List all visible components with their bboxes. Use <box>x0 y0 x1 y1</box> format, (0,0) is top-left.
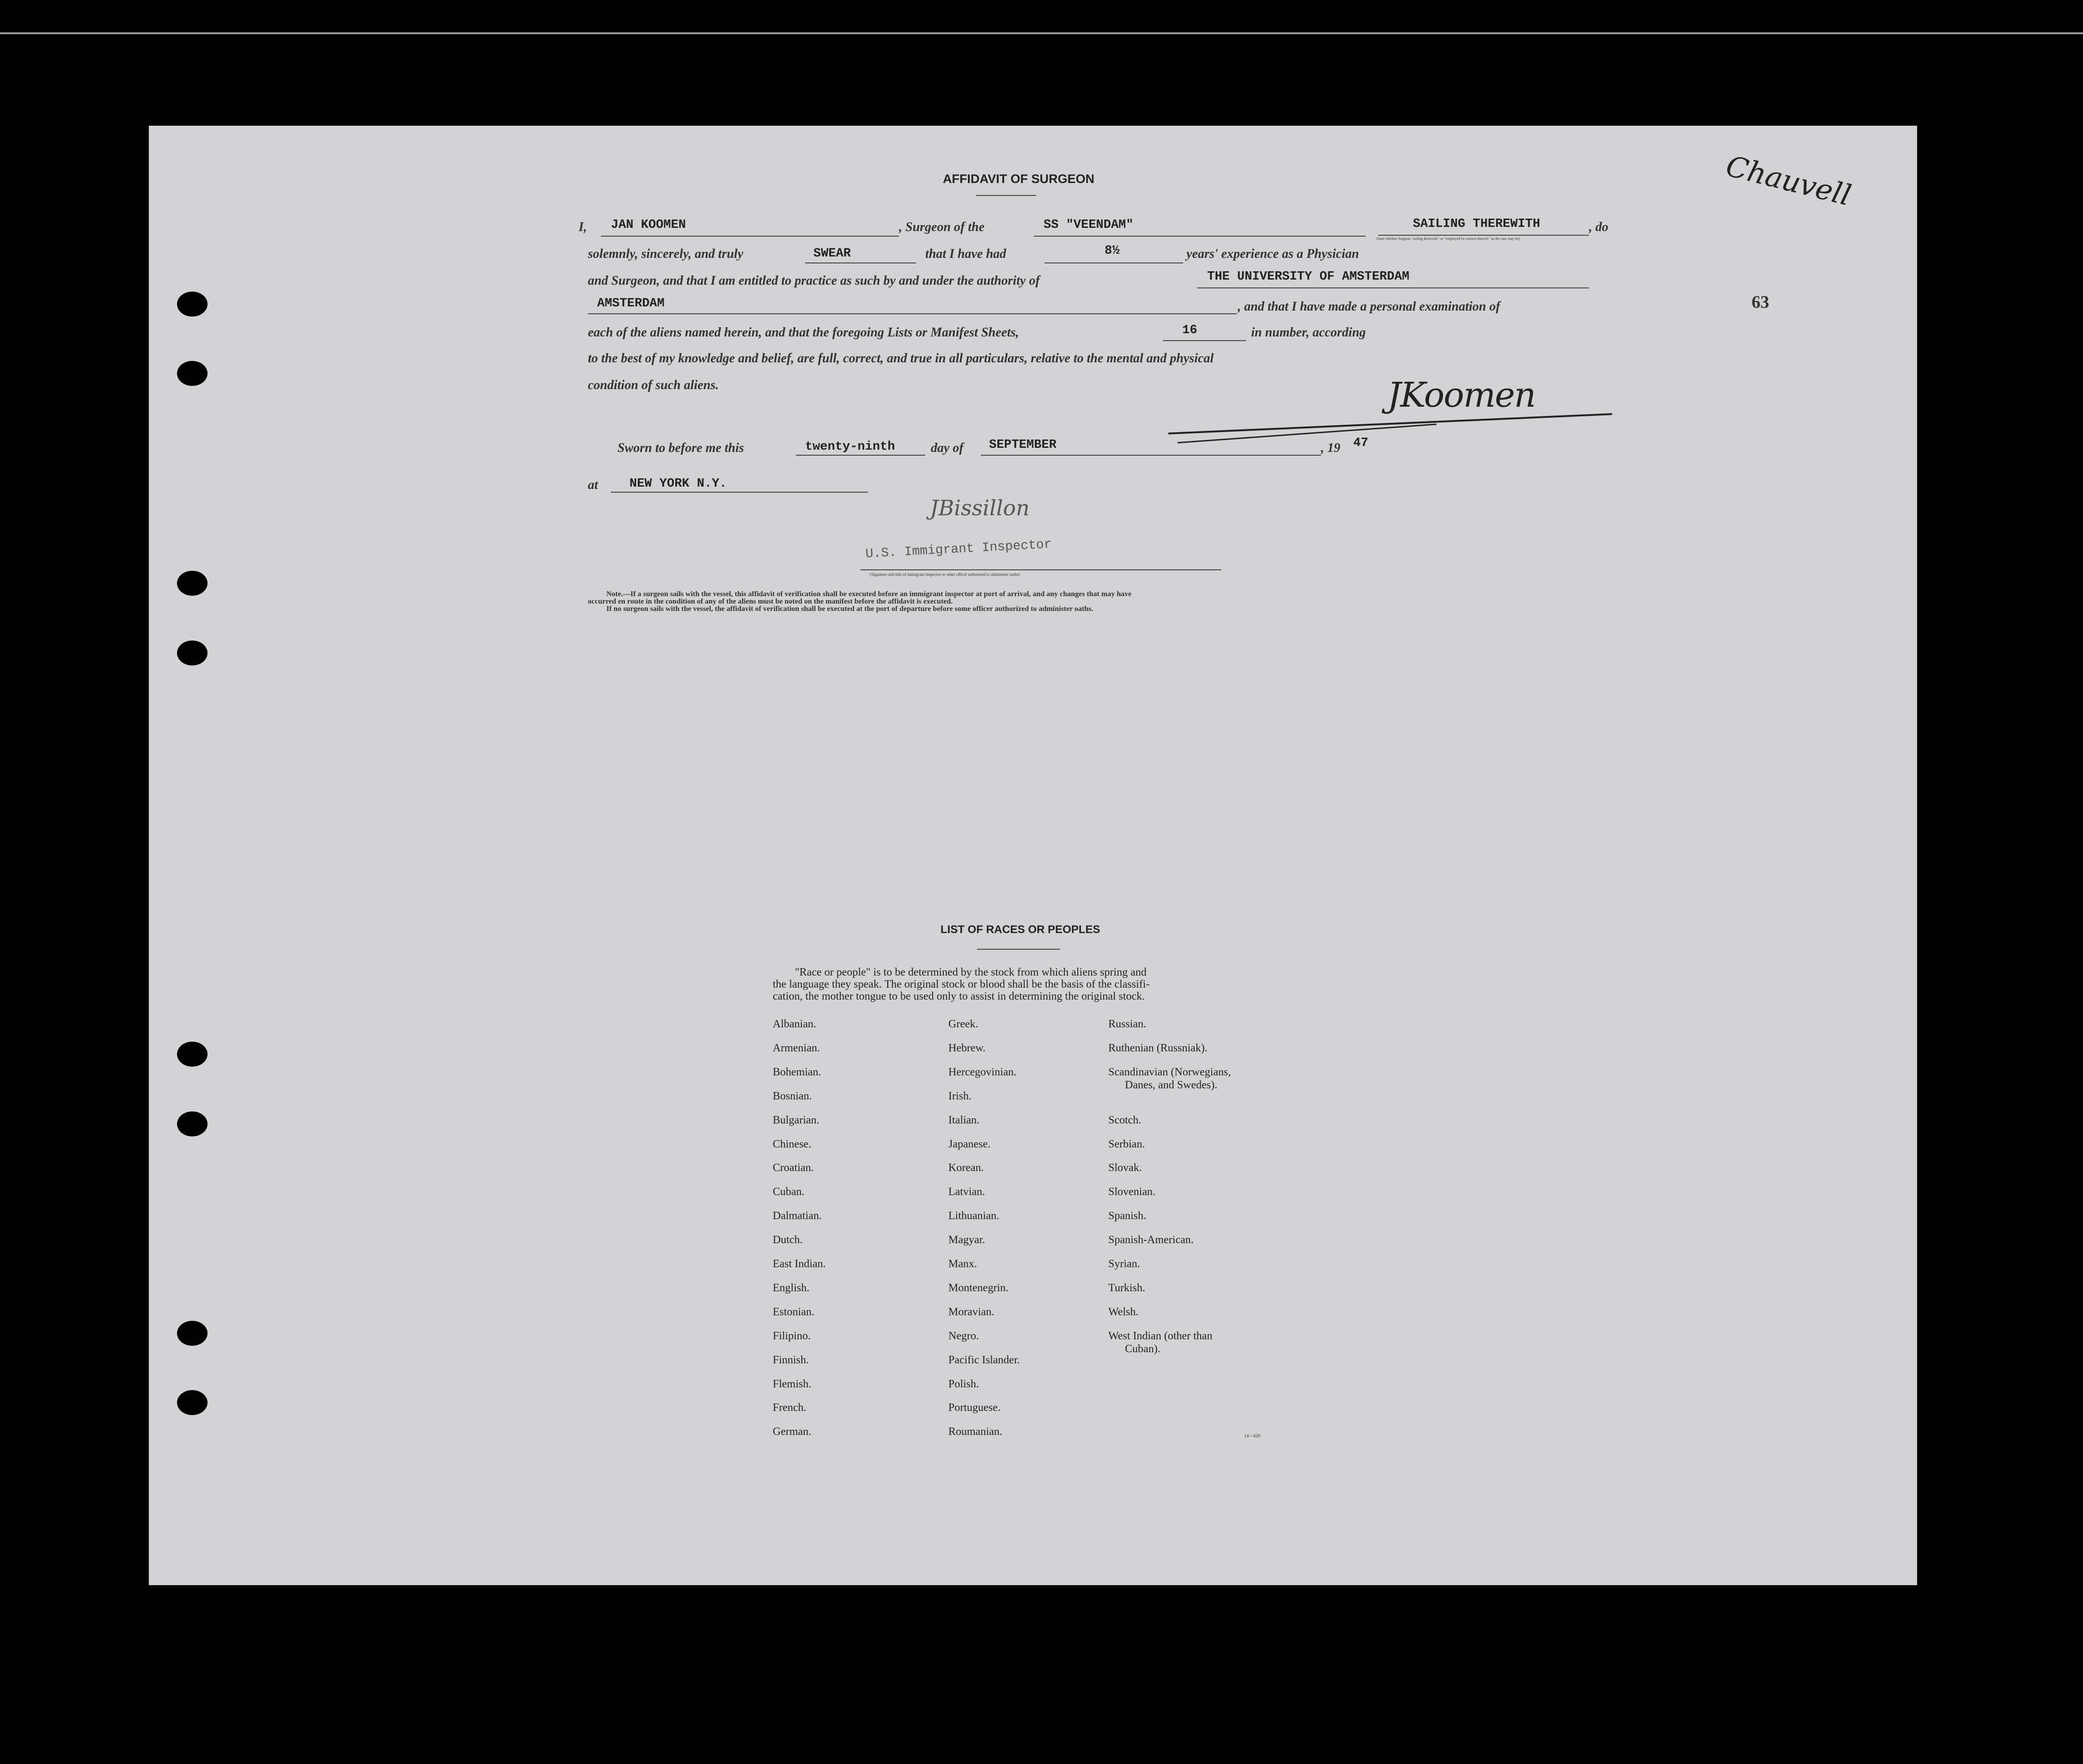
had-text: that I have had <box>925 247 1007 261</box>
affidavit-title: AFFIDAVIT OF SURGEON <box>943 172 1094 186</box>
race-item: Finnish. <box>773 1354 809 1366</box>
day-of-text: day of <box>931 441 964 455</box>
race-item: Greek. <box>948 1018 978 1030</box>
inspector-line <box>861 569 1221 570</box>
examination-text: , and that I have made a personal examination of <box>1238 299 1500 314</box>
race-item: East Indian. <box>773 1258 826 1270</box>
inspector-caption: (Signature and title of immigrant inspector or other officer authorized to administer oaths) <box>870 572 1020 577</box>
race-item: Italian. <box>948 1114 980 1126</box>
sworn-day: twenty-ninth <box>805 440 895 454</box>
race-item: Roumanian. <box>948 1426 1002 1438</box>
vessel-line <box>1034 236 1366 237</box>
race-item: Scotch. <box>1108 1114 1142 1126</box>
inspector-stamp: U.S. Immigrant Inspector <box>865 537 1052 562</box>
sworn-month-line <box>981 455 1321 456</box>
sworn-text: Sworn to before me this <box>617 441 744 455</box>
punch-hole <box>177 641 208 665</box>
race-item: Ruthenian (Russniak). <box>1108 1042 1208 1054</box>
inspector-signature: JBissillon <box>930 495 1030 520</box>
race-item: Hebrew. <box>948 1042 986 1054</box>
race-item: Flemish. <box>773 1378 812 1390</box>
authority-cont-line <box>588 313 1237 314</box>
race-item: Armenian. <box>773 1042 820 1054</box>
condition-text: condition of such aliens. <box>588 378 719 392</box>
race-item: Scandinavian (Norwegians, <box>1108 1066 1231 1078</box>
knowledge-text: to the best of my knowledge and belief, are full, correct, and true in all particulars, relative to the mental and physical <box>588 351 1214 366</box>
status-line <box>1378 235 1589 236</box>
races-intro-3: cation, the mother tongue to be used only to assist in determining the original stock. <box>773 990 1145 1002</box>
sheet-count: 16 <box>1182 324 1197 337</box>
do-text: , do <box>1589 220 1608 234</box>
race-item: West Indian (other than <box>1108 1330 1213 1342</box>
title-rule <box>976 195 1036 196</box>
race-item: Cuban. <box>773 1186 805 1198</box>
note-line-3: If no surgeon sails with the vessel, the affidavit of verification shall be executed at the port of departure before some officer authorized to administer oaths. <box>606 605 1093 613</box>
status-caption: (State whether Surgeon "sailing therewith" or "employed by owners thereof," as the case may be) <box>1376 237 1520 241</box>
race-item: Pacific Islander. <box>948 1354 1020 1366</box>
race-item: Filipino. <box>773 1330 811 1342</box>
manifest-sheets-text: each of the aliens named herein, and that the foregoing Lists or Manifest Sheets, <box>588 325 1019 340</box>
race-item: Chinese. <box>773 1138 812 1150</box>
races-intro-1: "Race or people" is to be determined by the stock from which aliens spring and <box>795 966 1147 978</box>
race-item: French. <box>773 1402 806 1414</box>
race-item: Polish. <box>948 1378 979 1390</box>
race-item: Magyar. <box>948 1234 985 1246</box>
years-line <box>1045 262 1183 263</box>
years-experience: 8½ <box>1105 244 1120 258</box>
race-item: Bohemian. <box>773 1066 821 1078</box>
sheet-count-line <box>1163 340 1246 341</box>
races-title-rule <box>977 949 1060 950</box>
authority-continued: AMSTERDAM <box>597 297 665 311</box>
race-item: Hercegovinian. <box>948 1066 1017 1078</box>
race-item: Dutch. <box>773 1234 803 1246</box>
races-intro-2: the language they speak. The original stock or blood shall be the basis of the classifi- <box>773 978 1150 990</box>
race-item: Portuguese. <box>948 1402 1001 1414</box>
authority-text: and Surgeon, and that I am entitled to practice as such by and under the authority of <box>588 274 1040 288</box>
sworn-year: 47 <box>1353 436 1368 450</box>
year-prefix: , 19 <box>1321 441 1340 455</box>
race-item: Japanese. <box>948 1138 991 1150</box>
at-label: at <box>588 478 598 492</box>
race-item: Bosnian. <box>773 1090 812 1102</box>
sworn-place: NEW YORK N.Y. <box>629 477 727 491</box>
race-item: Turkish. <box>1108 1282 1145 1294</box>
manifest-page <box>149 126 1917 1585</box>
note-line-2: occurred en route in the condition of any of the aliens must be noted on the manifest before the affidavit is executed. <box>588 598 953 605</box>
race-item: Estonian. <box>773 1306 814 1318</box>
punch-hole <box>177 1321 208 1346</box>
race-item: Serbian. <box>1108 1138 1145 1150</box>
race-item: Negro. <box>948 1330 979 1342</box>
oath-line <box>805 262 916 263</box>
experience-text: years' experience as a Physician <box>1186 247 1359 261</box>
race-item: English. <box>773 1282 810 1294</box>
page-number: 63 <box>1752 293 1769 312</box>
race-item: Cuban). <box>1125 1343 1161 1355</box>
race-item: Korean. <box>948 1162 984 1174</box>
race-item: Syrian. <box>1108 1258 1140 1270</box>
punch-hole <box>177 571 208 596</box>
punch-hole <box>177 1042 208 1067</box>
race-item: Dalmatian. <box>773 1210 822 1222</box>
signature-flourish <box>1159 406 1621 447</box>
race-item: Irish. <box>948 1090 971 1102</box>
authority: THE UNIVERSITY OF AMSTERDAM <box>1207 270 1410 284</box>
race-item: Lithuanian. <box>948 1210 999 1222</box>
punch-hole <box>177 1390 208 1415</box>
race-item: Bulgarian. <box>773 1114 819 1126</box>
race-item: Croatian. <box>773 1162 814 1174</box>
affidavit-lead: I, <box>579 220 587 234</box>
punch-hole <box>177 361 208 386</box>
note-line-1: Note.—If a surgeon sails with the vessel, this affidavit of verification shall be executed before an immigrant inspector at port of arrival, and any changes that may have <box>606 590 1132 598</box>
race-item: Latvian. <box>948 1186 985 1198</box>
surgeon-name-line <box>601 236 899 237</box>
punch-hole <box>177 292 208 317</box>
surgeon-name: JAN KOOMEN <box>611 218 686 232</box>
race-item: German. <box>773 1426 812 1438</box>
vessel-name: SS "VEENDAM" <box>1044 218 1134 232</box>
oath-type: SWEAR <box>813 247 851 261</box>
sworn-month: SEPTEMBER <box>989 438 1057 452</box>
race-item: Montenegrin. <box>948 1282 1008 1294</box>
punch-hole <box>177 1111 208 1136</box>
races-title: LIST OF RACES OR PEOPLES <box>941 923 1100 936</box>
authority-line <box>1197 287 1589 288</box>
form-number: 14—620 <box>1244 1434 1260 1439</box>
race-item: Danes, and Swedes). <box>1125 1079 1217 1091</box>
surgeon-signature: JKoomen <box>1387 375 1535 415</box>
race-item: Slovak. <box>1108 1162 1142 1174</box>
race-item: Albanian. <box>773 1018 816 1030</box>
race-item: Manx. <box>948 1258 977 1270</box>
race-item: Russian. <box>1108 1018 1147 1030</box>
race-item: Spanish-American. <box>1108 1234 1194 1246</box>
margin-handwriting: Chauvell <box>1723 149 1855 213</box>
race-item: Welsh. <box>1108 1306 1139 1318</box>
sworn-day-line <box>796 455 925 456</box>
scan-top-rule <box>0 32 2083 34</box>
race-item: Slovenian. <box>1108 1186 1155 1198</box>
surgeon-status: SAILING THEREWITH <box>1413 217 1540 231</box>
solemnly-text: solemnly, sincerely, and truly <box>588 247 744 261</box>
in-number-text: in number, according <box>1251 325 1366 340</box>
race-item: Spanish. <box>1108 1210 1147 1222</box>
surgeon-of-text: , Surgeon of the <box>899 220 985 234</box>
race-item: Moravian. <box>948 1306 995 1318</box>
place-line <box>611 492 868 493</box>
